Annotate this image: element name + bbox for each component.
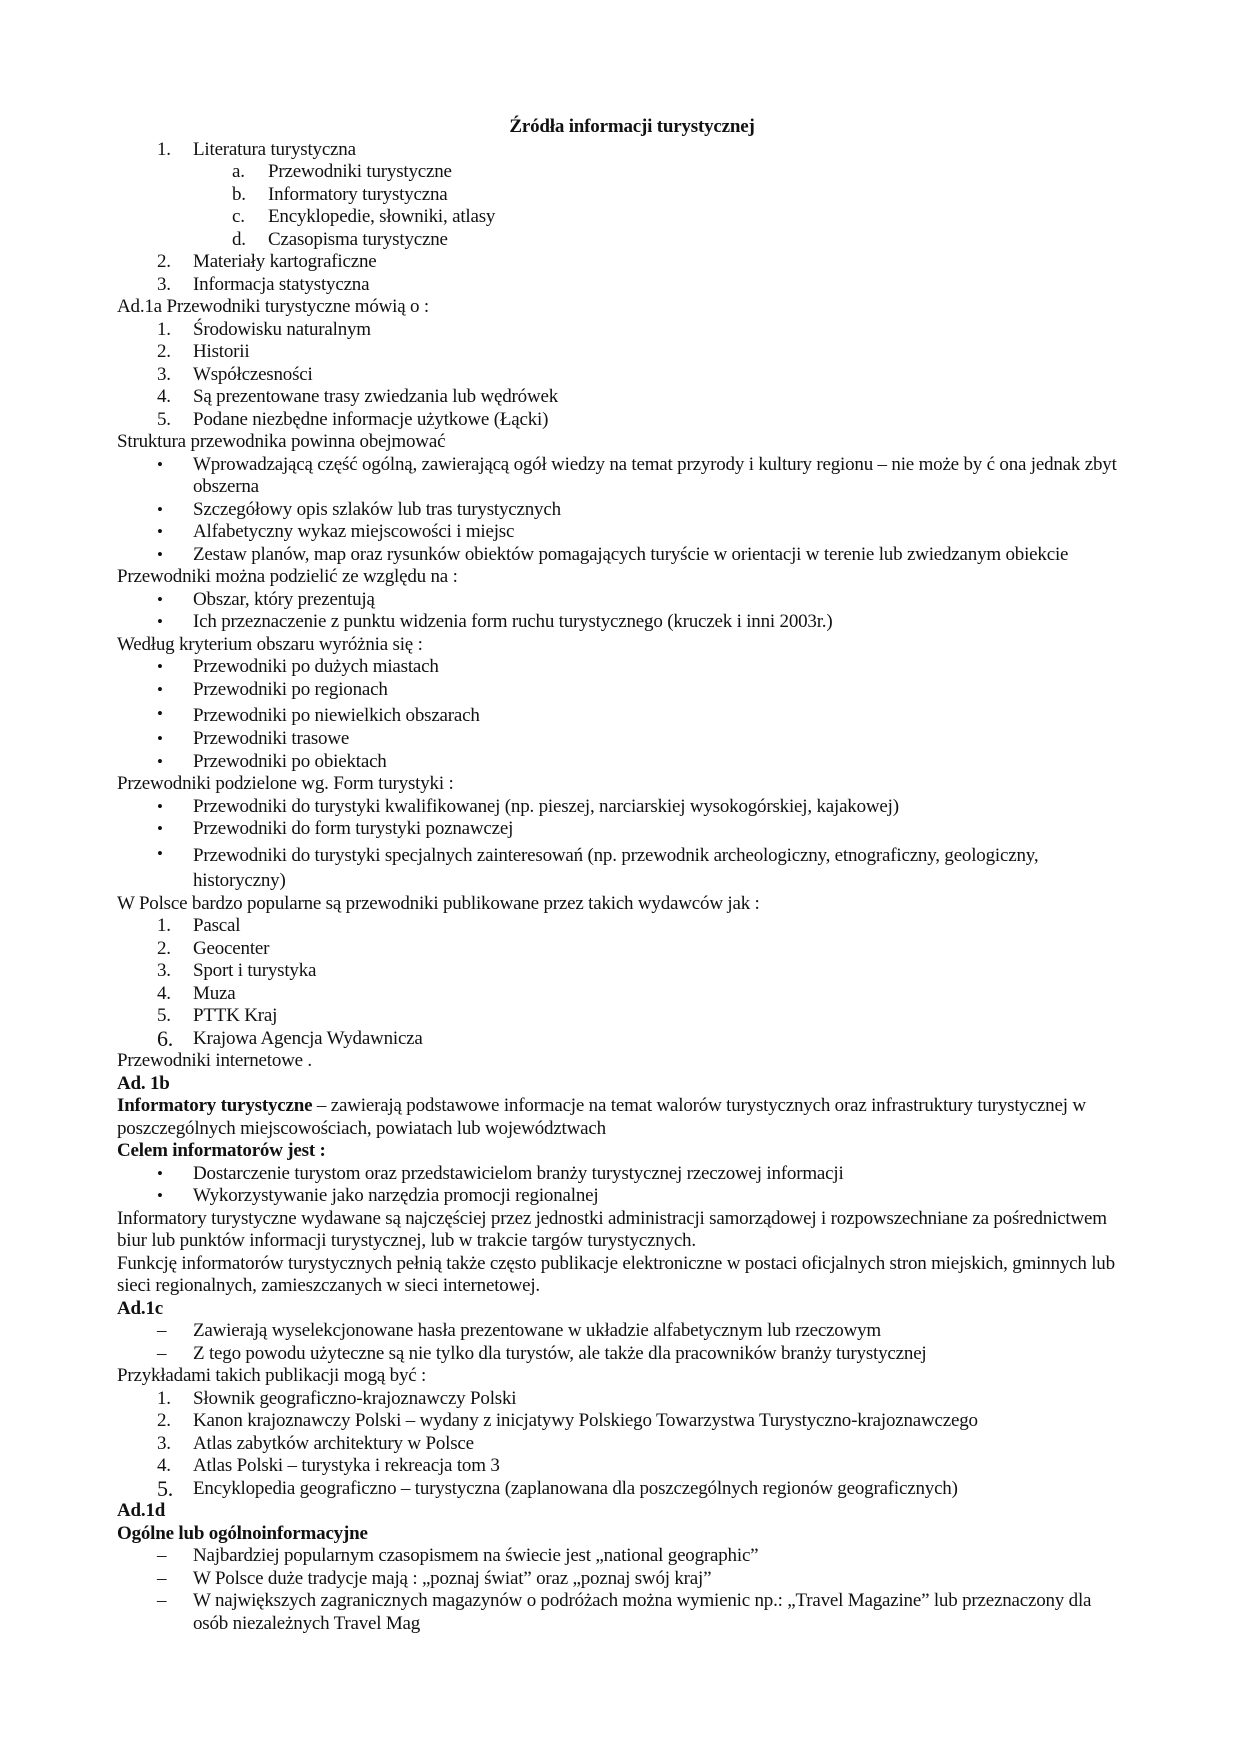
- dash-marker: –: [157, 1342, 167, 1364]
- numbered-list-item: [117, 1410, 1127, 1433]
- bullet-item: [117, 751, 1127, 774]
- bullet-marker: •: [157, 843, 163, 863]
- list-item-text: Przewodniki po niewielkich obszarach: [193, 705, 480, 726]
- list-item-text: Przewodniki trasowe: [193, 728, 350, 749]
- list-number: 5.: [157, 1005, 171, 1026]
- list-item-text: Najbardziej popularnym czasopismem na świecie jest „national geographic”: [193, 1545, 759, 1566]
- document-page: [117, 116, 1127, 1635]
- bullet-marker: •: [157, 751, 163, 771]
- list-item-text: W Polsce duże tradycje mają : „poznaj świat” oraz „poznaj swój kraj”: [193, 1567, 712, 1589]
- list-number: 5.: [157, 408, 171, 430]
- list-item-text: Dostarczenie turystom oraz przedstawicielom branży turystycznej rzeczowej informacji: [193, 1162, 844, 1184]
- bullet-marker: •: [157, 729, 163, 748]
- numbered-list-item: [117, 1475, 1127, 1501]
- list-item-text: Encyklopedie, słowniki, atlasy: [268, 206, 496, 227]
- list-number: 2.: [157, 937, 171, 959]
- list-item-text: Przewodniki do turystyki specjalnych zainteresowań (np. przewodnik archeologiczny, etnograficzny, geologiczny, historyczny): [193, 844, 1039, 891]
- sub-list-item: [117, 184, 1127, 207]
- dash-marker: –: [157, 1590, 167, 1611]
- bullet-marker: •: [157, 1163, 163, 1183]
- sub-list-item: [117, 229, 1127, 252]
- paragraph: Przykładami takich publikacji mogą być :: [117, 1365, 427, 1386]
- list-item-text: Encyklopedia geograficzno – turystyczna (zaplanowana dla poszczególnych regionów geograficznych): [193, 1477, 958, 1499]
- list-item-text: Z tego powodu użyteczne są nie tylko dla turystów, ale także dla pracowników branży turystycznej: [193, 1342, 927, 1364]
- paragraph: Przewodniki podzielone wg. Form turystyki :: [117, 773, 454, 794]
- numbered-list-item: [117, 1388, 1127, 1411]
- bullet-item: [117, 521, 1127, 544]
- list-item-text: Słownik geograficzno-krajoznawczy Polski: [193, 1387, 517, 1409]
- dash-marker: –: [157, 1545, 167, 1566]
- list-number: 1.: [157, 1387, 171, 1409]
- numbered-list-item: [117, 960, 1127, 983]
- paragraph: Funkcję informatorów turystycznych pełnią także często publikacje elektroniczne w postaci oficjalnych stron miejskich, gminnych lub sieci regionalnych, zamieszczanych w sieci internetowej.: [117, 1252, 1115, 1296]
- paragraph: Informatory turystyczne wydawane są najczęściej przez jednostki administracji samorządowej i rozpowszechniane za pośrednictwem biur lub punktów informacji turystycznej, lub w trakcie targów turystycznych.: [117, 1207, 1107, 1251]
- numbered-list-item: [117, 915, 1127, 938]
- numbered-list-item: [117, 319, 1127, 342]
- list-number: 3.: [157, 960, 171, 981]
- list-number: 4.: [157, 1455, 171, 1476]
- sub-list-item: [117, 206, 1127, 229]
- list-item-text: Alfabetyczny wykaz miejscowości i miejsc: [193, 521, 515, 542]
- list-item-text: Podane niezbędne informacje użytkowe (Łącki): [193, 408, 549, 430]
- bullet-marker: •: [157, 589, 163, 609]
- list-number: a.: [232, 161, 245, 182]
- list-item-text: Obszar, który prezentują: [193, 588, 375, 610]
- dash-item: [117, 1320, 1127, 1343]
- list-item-text: Zestaw planów, map oraz rysunków obiektów pomagających turyście w orientacji w terenie lub zwiedzanym obiekcie: [193, 543, 1069, 565]
- paragraph: Według kryterium obszaru wyróżnia się :: [117, 633, 423, 655]
- numbered-list-item: [117, 386, 1127, 409]
- bullet-marker: •: [157, 704, 163, 723]
- list-number: 1.: [157, 138, 171, 160]
- document-body: [117, 139, 1127, 1636]
- list-item-text: Literatura turystyczna: [193, 138, 356, 160]
- bullet-item: [117, 701, 1127, 728]
- bullet-item: [117, 656, 1127, 679]
- bullet-item: [117, 589, 1127, 612]
- list-item-text: Pascal: [193, 915, 241, 936]
- list-item-text: Środowisku naturalnym: [193, 318, 371, 340]
- paragraph: W Polsce bardzo popularne są przewodniki publikowane przez takich wydawców jak :: [117, 892, 760, 914]
- paragraph: Przewodniki można podzielić ze względu na :: [117, 566, 458, 587]
- list-item-text: Szczegółowy opis szlaków lub tras turystycznych: [193, 498, 561, 520]
- list-item-text: Czasopisma turystyczne: [268, 228, 448, 250]
- list-item-text: Przewodniki po regionach: [193, 678, 388, 700]
- list-number: c.: [232, 206, 245, 227]
- list-item-text: W największych zagranicznych magazynów o podróżach można wymienic np.: „Travel Magazine” lub przeznaczony dla osób niezależnych Travel Mag: [193, 1590, 1092, 1634]
- bullet-item: [117, 1163, 1127, 1186]
- document-title: Źródła informacji turystycznej: [509, 116, 755, 137]
- dash-marker: –: [157, 1567, 167, 1589]
- list-number: 1.: [157, 915, 171, 936]
- bullet-item: [117, 841, 1127, 893]
- paragraph: [117, 1095, 1127, 1140]
- dash-item: [117, 1590, 1127, 1635]
- list-item-text: Przewodniki do form turystyki poznawczej: [193, 818, 514, 839]
- paragraph: Ad.1a Przewodniki turystyczne mówią o :: [117, 296, 429, 317]
- bullet-item: [117, 454, 1127, 499]
- dash-item: [117, 1568, 1127, 1591]
- list-number: d.: [232, 228, 246, 250]
- list-number: 2.: [157, 341, 171, 362]
- list-item-text: Geocenter: [193, 937, 270, 959]
- numbered-list-item: [117, 1455, 1127, 1478]
- bullet-item: [117, 499, 1127, 522]
- list-item-text: Informatory turystyczna: [268, 183, 448, 205]
- list-number: 3.: [157, 363, 171, 385]
- list-number: 2.: [157, 1410, 171, 1431]
- list-item-text: Historii: [193, 341, 250, 362]
- numbered-list-item: [117, 983, 1127, 1006]
- numbered-list-item: [117, 1005, 1127, 1028]
- paragraph: Struktura przewodnika powinna obejmować: [117, 431, 446, 452]
- list-item-text: Kanon krajoznawczy Polski – wydany z inicjatywy Polskiego Towarzystwa Turystyczno-krajoznawczego: [193, 1410, 978, 1431]
- list-item-text: Przewodniki po dużych miastach: [193, 656, 439, 677]
- list-item-text: Krajowa Agencja Wydawnicza: [193, 1027, 423, 1049]
- list-item-text: Atlas Polski – turystyka i rekreacja tom 3: [193, 1455, 500, 1476]
- bullet-marker: •: [157, 522, 163, 541]
- list-item-text: Współczesności: [193, 363, 313, 385]
- bullet-marker: •: [157, 819, 163, 838]
- dash-item: [117, 1545, 1127, 1568]
- bullet-item: [117, 544, 1127, 567]
- list-number: 4.: [157, 386, 171, 407]
- numbered-list-item: [117, 1025, 1127, 1051]
- dash-marker: –: [157, 1320, 167, 1341]
- numbered-list-item: [117, 251, 1127, 274]
- list-number: 3.: [157, 1432, 171, 1454]
- numbered-list-item: [117, 409, 1127, 432]
- numbered-list-item: [117, 341, 1127, 364]
- bullet-marker: •: [157, 499, 163, 519]
- list-number: b.: [232, 183, 246, 205]
- list-item-text: Sport i turystyka: [193, 960, 317, 981]
- section-heading: Ad.1d: [117, 1500, 166, 1521]
- numbered-list-item: [117, 938, 1127, 961]
- numbered-list-item: [117, 139, 1127, 162]
- list-number: 6.: [157, 1025, 174, 1051]
- list-item-text: Przewodniki turystyczne: [268, 161, 452, 182]
- list-item-text: Zawierają wyselekcjonowane hasła prezentowane w układzie alfabetycznym lub rzeczowym: [193, 1320, 881, 1341]
- list-number: 5.: [157, 1475, 174, 1501]
- list-number: 2.: [157, 251, 171, 272]
- paragraph: Przewodniki internetowe .: [117, 1050, 312, 1071]
- numbered-list-item: [117, 364, 1127, 387]
- bullet-item: [117, 679, 1127, 702]
- paragraph-text: – zawierają podstawowe informacje na temat walorów turystycznych oraz infrastruktury turystycznej w poszczególnych miejscowościach, powiatach lub województwach: [117, 1095, 1086, 1139]
- bullet-item: [117, 818, 1127, 841]
- paragraph-lead-term: Informatory turystyczne: [117, 1095, 313, 1116]
- bullet-item: [117, 611, 1127, 634]
- section-heading: Celem informatorów jest :: [117, 1140, 326, 1161]
- bullet-item: [117, 796, 1127, 819]
- bullet-marker: •: [157, 679, 163, 699]
- list-item-text: Atlas zabytków architektury w Polsce: [193, 1432, 474, 1454]
- numbered-list-item: [117, 274, 1127, 297]
- bullet-marker: •: [157, 1186, 163, 1205]
- list-number: 3.: [157, 273, 171, 295]
- list-number: 4.: [157, 982, 171, 1004]
- list-item-text: Ich przeznaczenie z punktu widzenia form ruchu turystycznego (kruczek i inni 2003r.): [193, 611, 833, 632]
- bullet-marker: •: [157, 796, 163, 816]
- bullet-item: [117, 1185, 1127, 1208]
- list-item-text: Przewodniki do turystyki kwalifikowanej (np. pieszej, narciarskiej wysokogórskiej, kajakowej): [193, 795, 899, 817]
- bullet-marker: •: [157, 544, 163, 564]
- list-item-text: Materiały kartograficzne: [193, 251, 377, 272]
- numbered-list-item: [117, 1433, 1127, 1456]
- sub-list-item: [117, 161, 1127, 184]
- list-number: 1.: [157, 318, 171, 340]
- list-item-text: Wykorzystywanie jako narzędzia promocji regionalnej: [193, 1185, 599, 1206]
- bullet-item: [117, 728, 1127, 751]
- list-item-text: PTTK Kraj: [193, 1005, 278, 1026]
- bullet-marker: •: [157, 657, 163, 676]
- section-heading: Ad. 1b: [117, 1072, 170, 1094]
- list-item-text: Wprowadzającą część ogólną, zawierającą ogół wiedzy na temat przyrody i kultury regionu – nie może by ć ona jednak zbyt obszerna: [193, 453, 1117, 497]
- list-item-text: Informacja statystyczna: [193, 273, 370, 295]
- list-item-text: Przewodniki po obiektach: [193, 750, 387, 772]
- section-heading: Ogólne lub ogólnoinformacyjne: [117, 1522, 368, 1544]
- bullet-marker: •: [157, 612, 163, 631]
- bullet-marker: •: [157, 454, 163, 474]
- section-heading: Ad.1c: [117, 1297, 163, 1319]
- list-item-text: Są prezentowane trasy zwiedzania lub wędrówek: [193, 386, 559, 407]
- dash-item: [117, 1343, 1127, 1366]
- list-item-text: Muza: [193, 982, 236, 1004]
